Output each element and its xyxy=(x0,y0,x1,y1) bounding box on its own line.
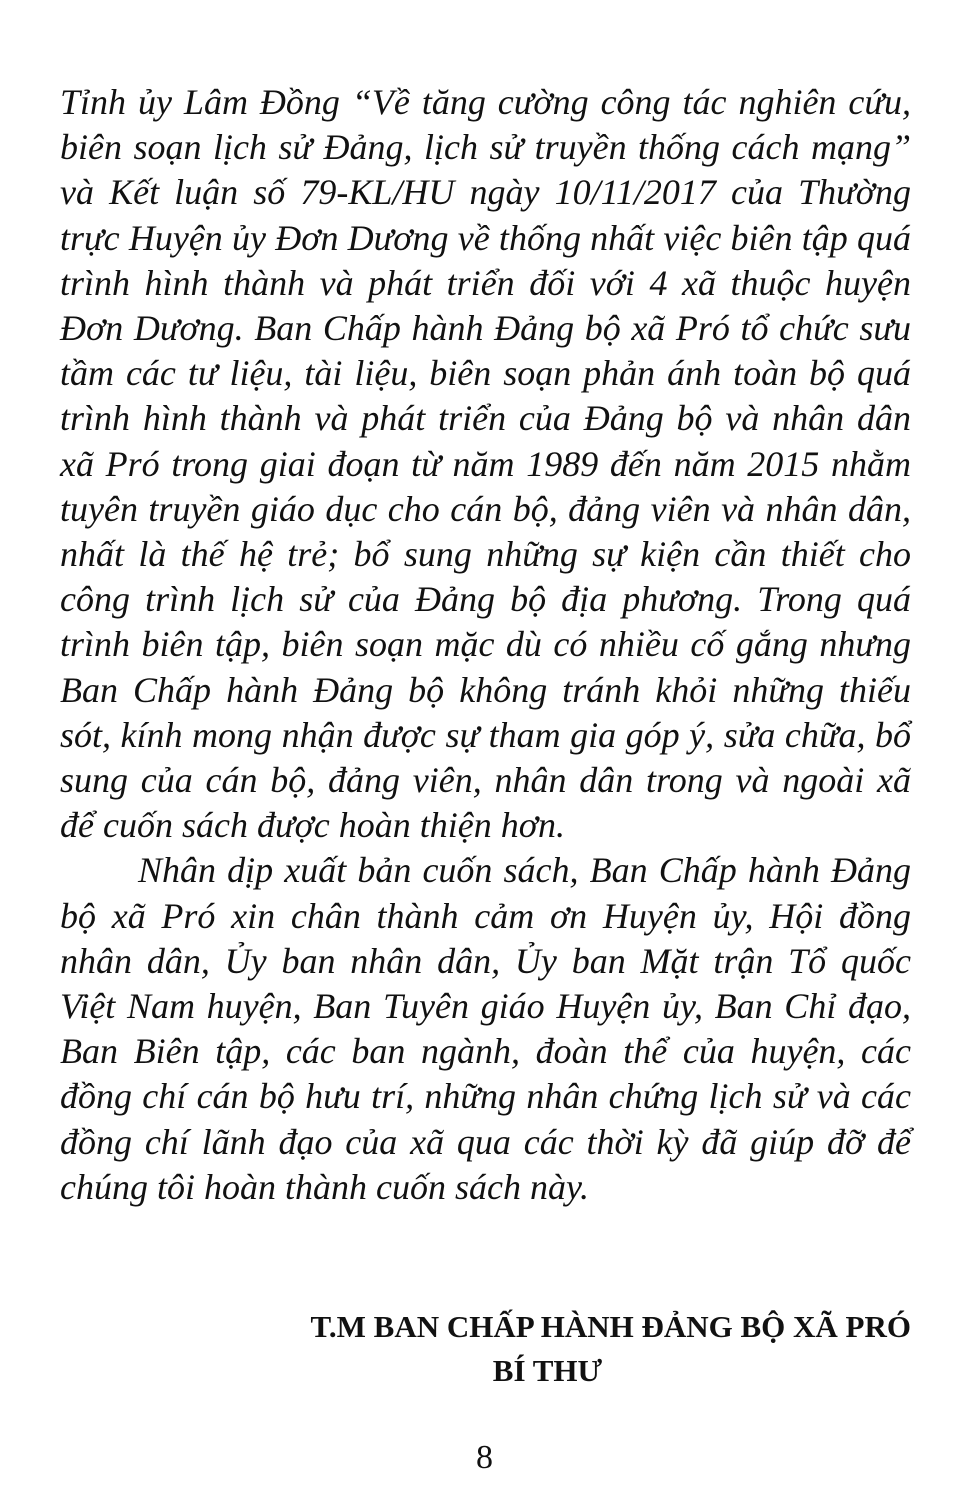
page-number: 8 xyxy=(476,1439,493,1476)
signature-title: BÍ THƯ xyxy=(492,1353,603,1388)
body-paragraph-2: Nhân dịp xuất bản cuốn sách, Ban Chấp hành Đảng bộ xã Pró xin chân thành cảm ơn Huyện ủy, Hội đồng nhân dân, Ủy ban nhân dân, Ủy ban Mặt trận Tổ quốc Việt Nam huyện, Ban Tuyên giáo Huyện ủy, Ban Chỉ đạo, Ban Biên tập, các ban ngành, đoàn thể của huyện, các đồng chí cán bộ hưu trí, những nhân chứng lịch sử và các đồng chí lãnh đạo của xã qua các thời kỳ đã giúp đỡ để chúng tôi hoàn thành cuốn sách này. xyxy=(60,850,911,1207)
document-body xyxy=(60,80,911,1210)
body-paragraph-1: Tỉnh ủy Lâm Đồng “Về tăng cường công tác nghiên cứu, biên soạn lịch sử Đảng, lịch sử truyền thống cách mạng” và Kết luận số 79-KL/HU ngày 10/11/2017 của Thường trực Huyện ủy Đơn Dương về thống nhất việc biên tập quá trình hình thành và phát triển đối với 4 xã thuộc huyện Đơn Dương. Ban Chấp hành Đảng bộ xã Pró tổ chức sưu tầm các tư liệu, tài liệu, biên soạn phản ánh toàn bộ quá trình hình thành và phát triển của Đảng bộ và nhân dân xã Pró trong giai đoạn từ năm 1989 đến năm 2015 nhằm tuyên truyền giáo dục cho cán bộ, đảng viên và nhân dân, nhất là thế hệ trẻ; bổ sung những sự kiện cần thiết cho công trình lịch sử của Đảng bộ địa phương. Trong quá trình biên tập, biên soạn mặc dù có nhiều cố gắng nhưng Ban Chấp hành Đảng bộ không tránh khỏi những thiếu sót, kính mong nhận được sự tham gia góp ý, sửa chữa, bổ sung của cán bộ, đảng viên, nhân dân trong và ngoài xã để cuốn sách được hoàn thiện hơn. xyxy=(60,82,911,846)
signature-organization: T.M BAN CHẤP HÀNH ĐẢNG BỘ XÃ PRÓ xyxy=(310,1309,911,1344)
